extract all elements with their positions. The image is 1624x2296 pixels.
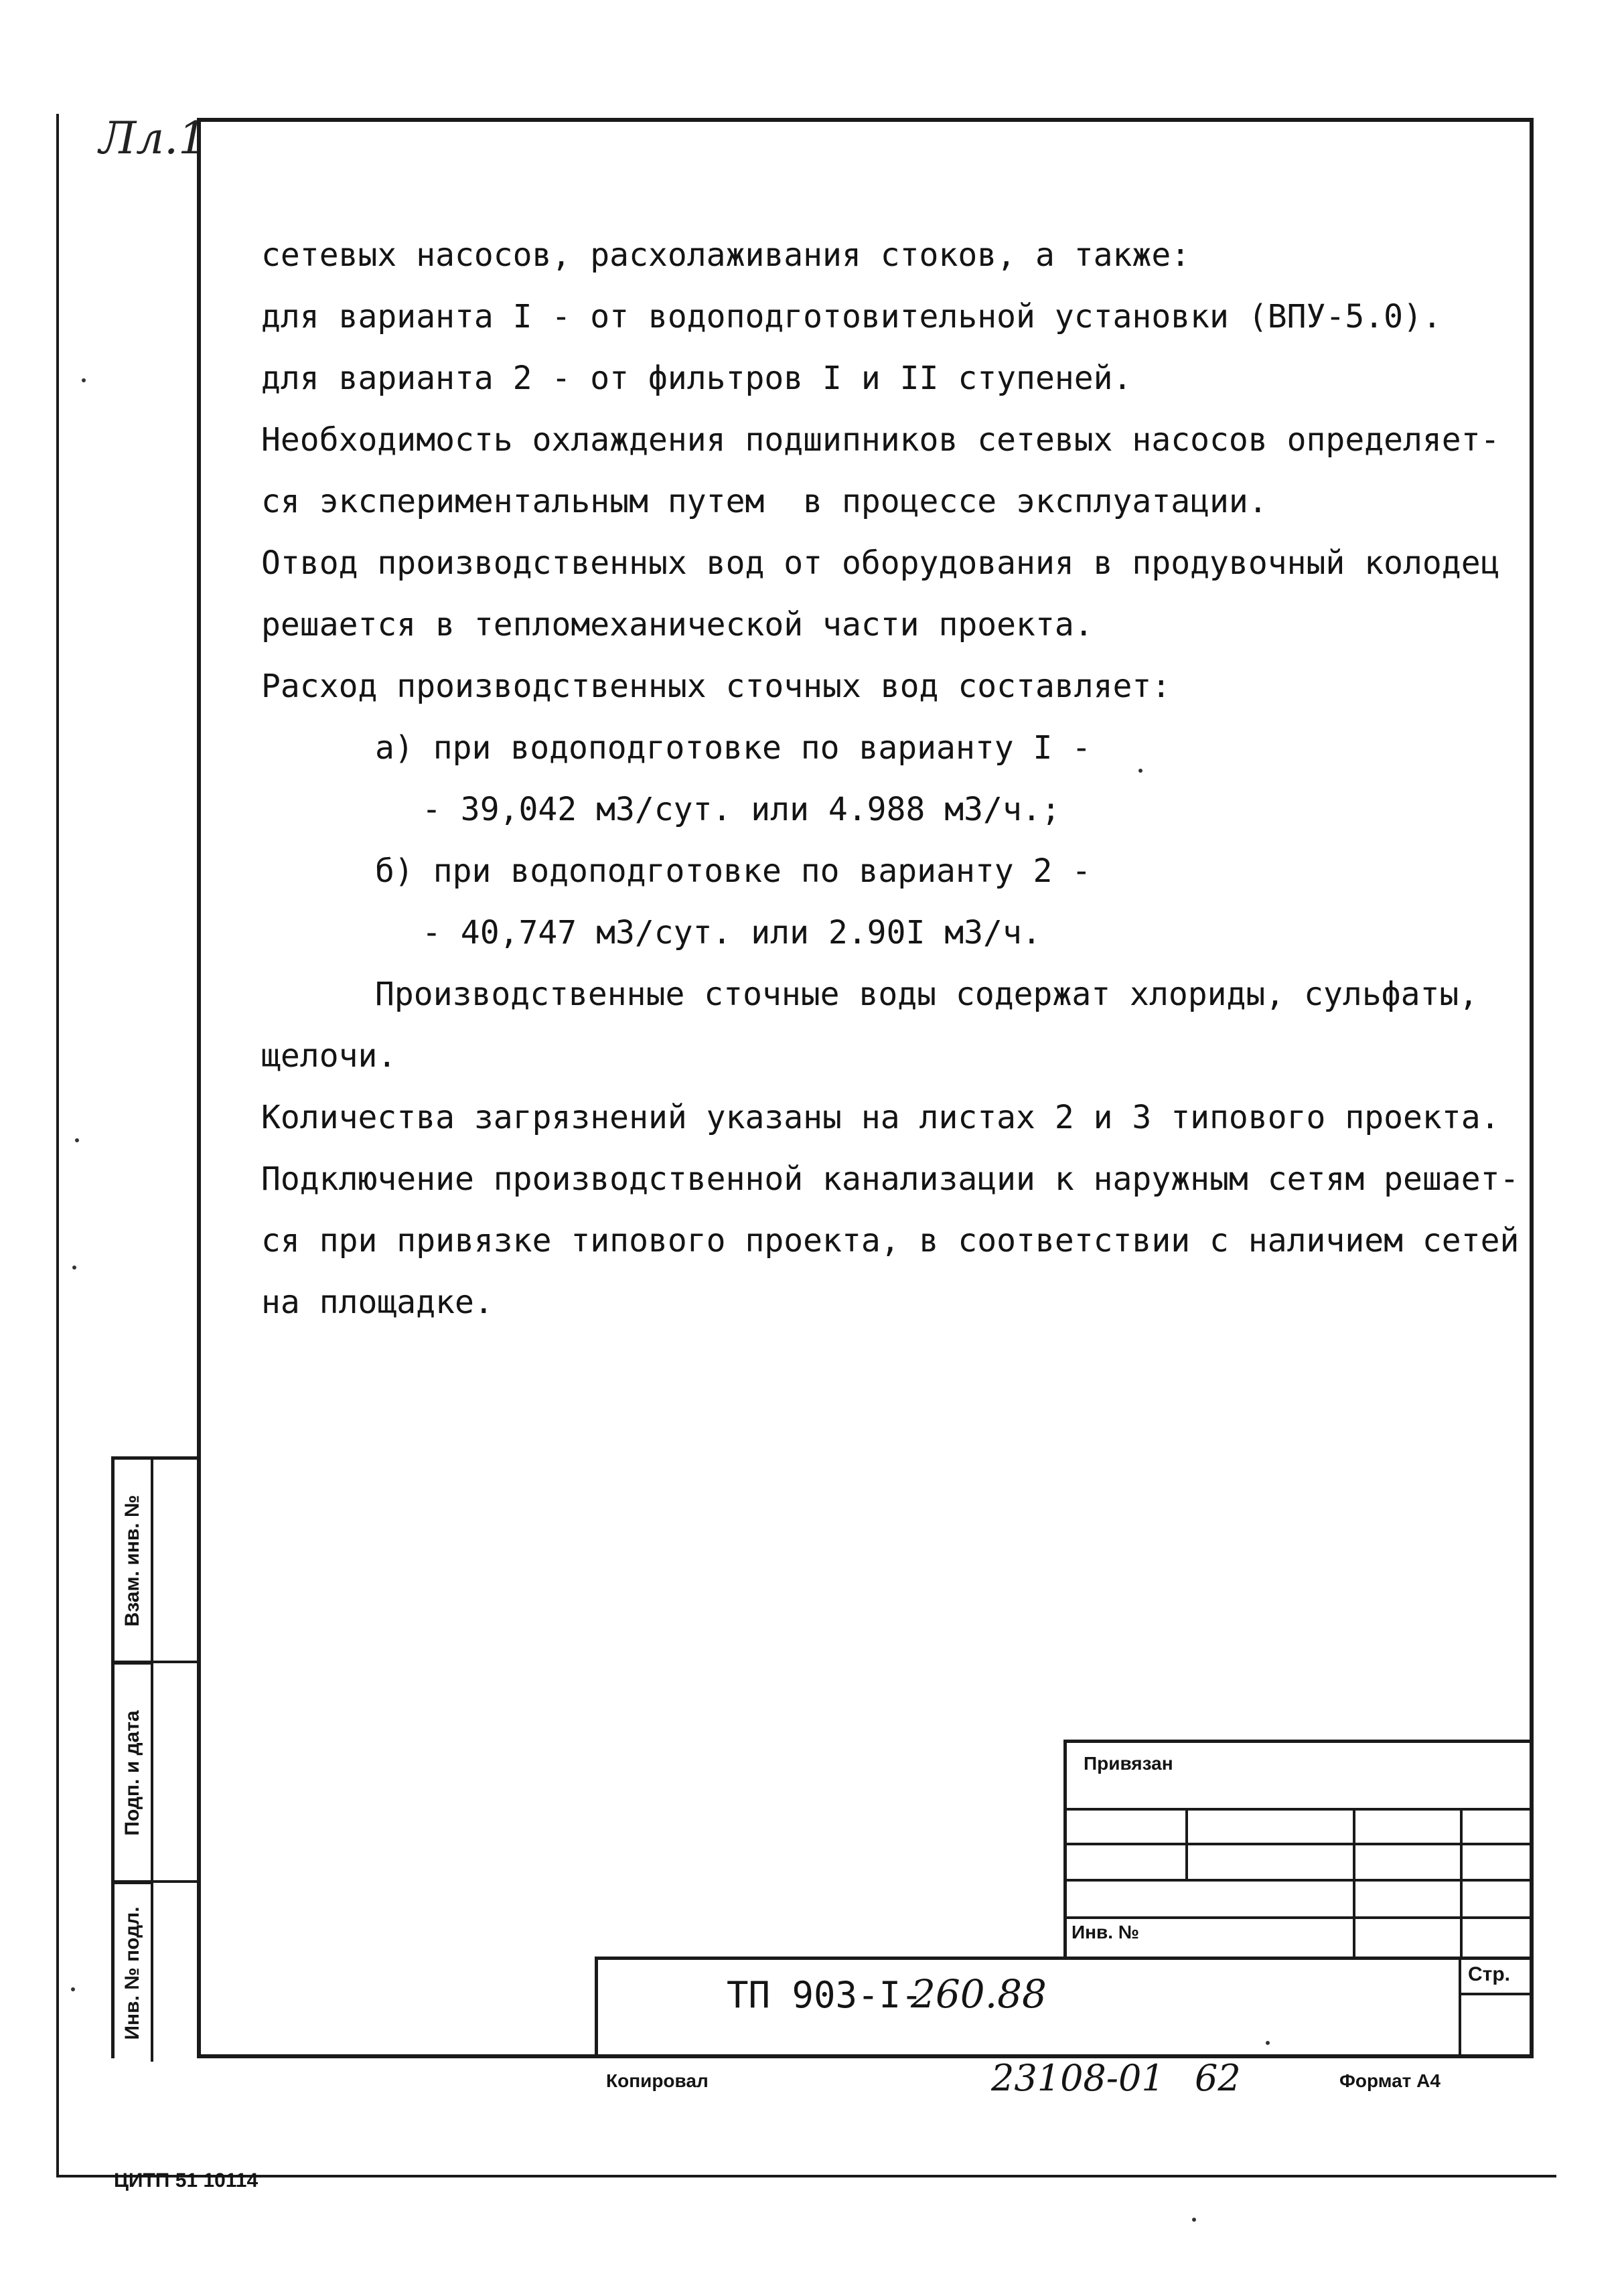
tb-main-left bbox=[595, 1957, 598, 2058]
text-line: Подключение производственной канализации к наружным сетям решает- bbox=[261, 1160, 1520, 1198]
tb-row-4 bbox=[1063, 1916, 1534, 1919]
text-line: - 39,042 м3/сут. или 4.988 м3/ч.; bbox=[422, 791, 1061, 828]
side-label-inv: Инв. № подл. bbox=[121, 1906, 143, 2040]
privyazan-label: Привязан bbox=[1084, 1753, 1173, 1774]
side-cell-podp bbox=[115, 1665, 153, 1884]
tb-row-2 bbox=[1063, 1843, 1534, 1845]
text-line: щелочи. bbox=[261, 1037, 397, 1075]
tb-col-2 bbox=[1353, 1808, 1355, 1959]
scan-speck bbox=[82, 378, 86, 382]
bottom-border-line bbox=[56, 2175, 1556, 2177]
tb-upper-left bbox=[1063, 1740, 1067, 1959]
scan-speck bbox=[75, 1138, 79, 1142]
text-line: решается в тепломеханической части проекта. bbox=[261, 606, 1094, 643]
tb-col-1 bbox=[1185, 1808, 1188, 1882]
tb-page-col bbox=[1459, 1957, 1461, 2058]
side-label-podp: Подп. и дата bbox=[121, 1710, 143, 1836]
text-line: а) при водоподготовке по варианту I - bbox=[375, 729, 1092, 767]
text-line: на площадке. bbox=[261, 1284, 494, 1321]
footer-code: ЦИТП 51 10114 bbox=[114, 2169, 259, 2192]
format-label: Формат А4 bbox=[1339, 2070, 1441, 2091]
side-label-vzam: Взам. инв. № bbox=[121, 1495, 143, 1627]
text-line: ся при привязке типового проекта, в соответствии с наличием сетей bbox=[261, 1222, 1520, 1259]
tb-row-3 bbox=[1063, 1879, 1534, 1882]
tb-upper-top bbox=[1063, 1740, 1534, 1743]
side-cell-inv bbox=[115, 1884, 153, 2062]
body-text bbox=[261, 224, 1520, 1333]
side-divider-1 bbox=[111, 1661, 198, 1663]
doc-code-hand: 260.88 bbox=[911, 1971, 1047, 2017]
scan-speck bbox=[71, 1987, 75, 1991]
text-line: Отвод производственных вод от оборудования в продувочный колодец bbox=[261, 544, 1500, 582]
text-line: Производственные сточные воды содержат хлориды, сульфаты, bbox=[375, 976, 1479, 1013]
doc-code-typed: ТП 903-I- bbox=[727, 1974, 923, 2016]
tb-main-top bbox=[595, 1957, 1534, 1960]
text-line: сетевых насосов, расхолаживания стоков, а также: bbox=[261, 236, 1191, 274]
page-label: Стр. bbox=[1468, 1963, 1511, 1985]
kopiroval-label: Копировал bbox=[606, 2070, 709, 2091]
text-line: б) при водоподготовке по варианту 2 - bbox=[375, 852, 1092, 890]
text-line: - 40,747 м3/сут. или 2.90I м3/ч. bbox=[422, 914, 1041, 951]
sheet-mark: Лл.1 bbox=[99, 112, 207, 164]
tb-row-1 bbox=[1063, 1808, 1534, 1811]
scan-speck bbox=[1192, 2218, 1196, 2222]
scan-speck bbox=[1266, 2041, 1270, 2045]
text-line: Расход производственных сточных вод составляет: bbox=[261, 668, 1171, 705]
text-line: для варианта I - от водоподготовительной установки (ВПУ-5.0). bbox=[261, 298, 1442, 335]
text-line: ся экспериментальным путем в процессе эксплуатации. bbox=[261, 483, 1268, 520]
tb-page-row bbox=[1459, 1993, 1534, 1995]
sheet-number: 62 bbox=[1195, 2057, 1241, 2099]
side-stamp bbox=[111, 1456, 197, 2058]
left-margin-line bbox=[56, 114, 59, 2176]
side-cell-vzam bbox=[115, 1460, 153, 1665]
text-line: Необходимость охлаждения подшипников сетевых насосов определяет- bbox=[261, 421, 1500, 459]
scan-speck bbox=[1138, 769, 1142, 773]
text-line: для варианта 2 - от фильтров I и II ступеней. bbox=[261, 360, 1132, 397]
scan-speck bbox=[72, 1266, 76, 1270]
inv-no-label: Инв. № bbox=[1072, 1922, 1140, 1942]
order-number: 23108-01 bbox=[991, 2057, 1165, 2099]
side-divider-2 bbox=[111, 1880, 198, 1883]
text-line: Количества загрязнений указаны на листах 2 и 3 типового проекта. bbox=[261, 1099, 1500, 1136]
tb-col-3 bbox=[1460, 1808, 1463, 1959]
